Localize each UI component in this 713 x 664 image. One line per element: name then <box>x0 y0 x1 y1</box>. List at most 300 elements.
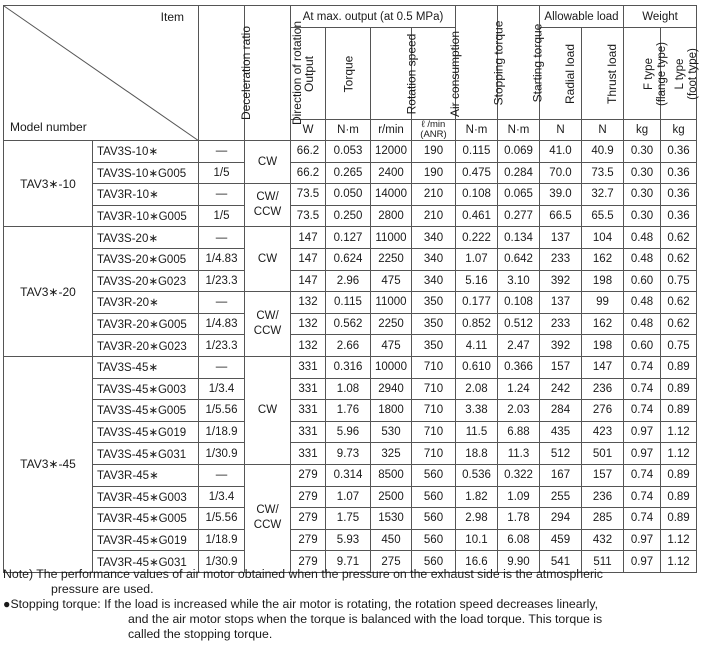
output-cell: 331 <box>291 356 326 378</box>
air-consumption-cell: 350 <box>412 335 456 357</box>
unit-starting-torque: N·m <box>498 120 540 141</box>
starting-torque-cell: 0.366 <box>498 356 540 378</box>
thrust-load-cell: 236 <box>582 378 624 400</box>
output-cell: 73.5 <box>291 205 326 227</box>
radial-load-cell: 284 <box>540 400 582 422</box>
f-type-weight-cell: 0.30 <box>624 162 661 184</box>
output-cell: 331 <box>291 378 326 400</box>
air-consumption-cell: 560 <box>412 464 456 486</box>
unit-l-type: kg <box>661 120 697 141</box>
header-direction-of-rotation: Direction of rotation <box>245 6 291 141</box>
model-name-cell: TAV3R-45∗G003 <box>93 486 199 508</box>
torque-cell: 2.66 <box>326 335 371 357</box>
f-type-weight-cell: 0.97 <box>624 443 661 465</box>
torque-cell: 1.08 <box>326 378 371 400</box>
starting-torque-cell: 11.3 <box>498 443 540 465</box>
air-consumption-cell: 350 <box>412 292 456 314</box>
table-row <box>4 486 697 508</box>
air-consumption-cell: 340 <box>412 270 456 292</box>
output-cell: 132 <box>291 335 326 357</box>
unit-thrust-load: N <box>582 120 624 141</box>
note-line-1: Note) The performance values of air motor obtained when the pressure on the exhaust side is the atmospheric <box>3 567 603 581</box>
model-name-cell: TAV3R-45∗G005 <box>93 508 199 530</box>
model-group-label: TAV3∗-10 <box>4 141 93 227</box>
rotation-speed-cell: 14000 <box>371 184 412 206</box>
starting-torque-cell: 0.134 <box>498 227 540 249</box>
stopping-torque-cell: 0.115 <box>456 141 498 163</box>
direction-cell: CW/ CCW <box>245 184 291 227</box>
l-type-weight-cell: 0.89 <box>661 400 697 422</box>
thrust-load-cell: 40.9 <box>582 141 624 163</box>
output-cell: 66.2 <box>291 141 326 163</box>
torque-cell: 0.250 <box>326 205 371 227</box>
model-name-cell: TAV3R-20∗G005 <box>93 313 199 335</box>
unit-radial-load: N <box>540 120 582 141</box>
table-row <box>4 464 697 486</box>
rotation-speed-cell: 1800 <box>371 400 412 422</box>
f-type-weight-cell: 0.60 <box>624 335 661 357</box>
thrust-load-cell: 423 <box>582 421 624 443</box>
air-consumption-cell: 340 <box>412 227 456 249</box>
l-type-weight-cell: 0.89 <box>661 464 697 486</box>
torque-cell: 0.053 <box>326 141 371 163</box>
stopping-torque-cell: 4.11 <box>456 335 498 357</box>
header-torque: Torque <box>326 28 371 120</box>
torque-cell: 0.316 <box>326 356 371 378</box>
stopping-torque-cell: 0.108 <box>456 184 498 206</box>
stopping-torque-cell: 0.461 <box>456 205 498 227</box>
stopping-torque-cell: 5.16 <box>456 270 498 292</box>
torque-cell: 5.96 <box>326 421 371 443</box>
deceleration-ratio-cell: — <box>199 184 245 206</box>
thrust-load-cell: 73.5 <box>582 162 624 184</box>
header-starting-torque: Starting torque <box>498 6 540 120</box>
starting-torque-cell: 0.512 <box>498 313 540 335</box>
rotation-speed-cell: 475 <box>371 270 412 292</box>
stopping-torque-cell: 10.1 <box>456 529 498 551</box>
radial-load-cell: 137 <box>540 292 582 314</box>
l-type-weight-cell: 0.36 <box>661 141 697 163</box>
unit-torque: N·m <box>326 120 371 141</box>
deceleration-ratio-cell: 1/23.3 <box>199 335 245 357</box>
thrust-load-cell: 198 <box>582 270 624 292</box>
thrust-load-cell: 147 <box>582 356 624 378</box>
l-type-weight-cell: 0.36 <box>661 162 697 184</box>
starting-torque-cell: 6.88 <box>498 421 540 443</box>
model-name-cell: TAV3R-45∗ <box>93 464 199 486</box>
radial-load-cell: 541 <box>540 551 582 573</box>
stopping-torque-cell: 0.610 <box>456 356 498 378</box>
radial-load-cell: 157 <box>540 356 582 378</box>
air-consumption-cell: 350 <box>412 313 456 335</box>
output-cell: 147 <box>291 248 326 270</box>
l-type-weight-cell: 0.75 <box>661 270 697 292</box>
model-name-cell: TAV3R-20∗ <box>93 292 199 314</box>
l-type-weight-cell: 0.36 <box>661 205 697 227</box>
deceleration-ratio-cell: 1/5.56 <box>199 400 245 422</box>
table-row <box>4 184 697 206</box>
torque-cell: 0.314 <box>326 464 371 486</box>
torque-cell: 9.73 <box>326 443 371 465</box>
stopping-torque-cell: 0.177 <box>456 292 498 314</box>
starting-torque-cell: 1.09 <box>498 486 540 508</box>
l-type-weight-cell: 0.36 <box>661 184 697 206</box>
header-allowable-load: Allowable load <box>540 6 624 28</box>
unit-air-consumption: ℓ /min (ANR) <box>412 120 456 141</box>
output-cell: 147 <box>291 270 326 292</box>
l-type-weight-cell: 1.12 <box>661 443 697 465</box>
torque-cell: 0.624 <box>326 248 371 270</box>
starting-torque-cell: 0.642 <box>498 248 540 270</box>
output-cell: 331 <box>291 400 326 422</box>
f-type-weight-cell: 0.74 <box>624 508 661 530</box>
rotation-speed-cell: 2250 <box>371 248 412 270</box>
torque-cell: 2.96 <box>326 270 371 292</box>
stopping-torque-line-2: and the air motor stops when the torque is balanced with the load torque. This torque is <box>128 612 603 626</box>
table-row <box>4 529 697 551</box>
spec-table <box>3 5 697 573</box>
header-weight: Weight <box>624 6 697 28</box>
l-type-weight-cell: 1.12 <box>661 529 697 551</box>
header-thrust-load: Thrust load <box>582 28 624 120</box>
stopping-torque-cell: 3.38 <box>456 400 498 422</box>
air-consumption-cell: 560 <box>412 508 456 530</box>
rotation-speed-cell: 325 <box>371 443 412 465</box>
unit-f-type: kg <box>624 120 661 141</box>
rotation-speed-cell: 2400 <box>371 162 412 184</box>
table-row <box>4 400 697 422</box>
radial-load-cell: 167 <box>540 464 582 486</box>
f-type-weight-cell: 0.48 <box>624 292 661 314</box>
stopping-torque-cell: 0.852 <box>456 313 498 335</box>
deceleration-ratio-cell: — <box>199 356 245 378</box>
output-cell: 132 <box>291 313 326 335</box>
starting-torque-cell: 9.90 <box>498 551 540 573</box>
thrust-load-cell: 276 <box>582 400 624 422</box>
stopping-torque-cell: 2.98 <box>456 508 498 530</box>
starting-torque-cell: 1.78 <box>498 508 540 530</box>
output-cell: 279 <box>291 529 326 551</box>
deceleration-ratio-cell: — <box>199 141 245 163</box>
header-radial-load: Radial load <box>540 28 582 120</box>
starting-torque-cell: 0.069 <box>498 141 540 163</box>
f-type-weight-cell: 0.97 <box>624 529 661 551</box>
deceleration-ratio-cell: 1/18.9 <box>199 529 245 551</box>
unit-stopping-torque: N·m <box>456 120 498 141</box>
output-cell: 132 <box>291 292 326 314</box>
header-rotation-speed: Rotation speed <box>371 28 412 120</box>
rotation-speed-cell: 10000 <box>371 356 412 378</box>
deceleration-ratio-cell: 1/3.4 <box>199 378 245 400</box>
direction-cell: CW/ CCW <box>245 292 291 357</box>
unit-rotation-speed: r/min <box>371 120 412 141</box>
air-consumption-cell: 190 <box>412 162 456 184</box>
starting-torque-cell: 6.08 <box>498 529 540 551</box>
notes-section <box>3 567 696 642</box>
f-type-weight-cell: 0.74 <box>624 464 661 486</box>
starting-torque-cell: 0.065 <box>498 184 540 206</box>
output-cell: 331 <box>291 443 326 465</box>
model-name-cell: TAV3S-45∗G031 <box>93 443 199 465</box>
table-row <box>4 227 697 249</box>
f-type-weight-cell: 0.30 <box>624 205 661 227</box>
f-type-weight-cell: 0.97 <box>624 421 661 443</box>
model-name-cell: TAV3R-10∗G005 <box>93 205 199 227</box>
f-type-weight-cell: 0.30 <box>624 184 661 206</box>
model-name-cell: TAV3S-45∗G019 <box>93 421 199 443</box>
table-row <box>4 508 697 530</box>
deceleration-ratio-cell: 1/18.9 <box>199 421 245 443</box>
model-name-cell: TAV3S-20∗G023 <box>93 270 199 292</box>
f-type-weight-cell: 0.74 <box>624 356 661 378</box>
thrust-load-cell: 198 <box>582 335 624 357</box>
header-at-max-output: At max. output (at 0.5 MPa) <box>291 6 456 28</box>
air-consumption-cell: 560 <box>412 551 456 573</box>
air-consumption-cell: 190 <box>412 141 456 163</box>
thrust-load-cell: 162 <box>582 313 624 335</box>
output-cell: 66.2 <box>291 162 326 184</box>
output-cell: 279 <box>291 508 326 530</box>
direction-cell: CW <box>245 141 291 184</box>
l-type-weight-cell: 1.12 <box>661 551 697 573</box>
rotation-speed-cell: 2940 <box>371 378 412 400</box>
stopping-torque-cell: 0.536 <box>456 464 498 486</box>
rotation-speed-cell: 275 <box>371 551 412 573</box>
f-type-weight-cell: 0.48 <box>624 227 661 249</box>
model-group-label: TAV3∗-45 <box>4 356 93 572</box>
output-cell: 73.5 <box>291 184 326 206</box>
direction-cell: CW <box>245 227 291 292</box>
l-type-weight-cell: 0.62 <box>661 292 697 314</box>
table-row <box>4 248 697 270</box>
model-name-cell: TAV3S-10∗ <box>93 141 199 163</box>
table-row <box>4 313 697 335</box>
stopping-torque-cell: 16.6 <box>456 551 498 573</box>
torque-cell: 0.127 <box>326 227 371 249</box>
note-line-2: pressure are used. <box>51 582 154 596</box>
radial-load-cell: 255 <box>540 486 582 508</box>
radial-load-cell: 459 <box>540 529 582 551</box>
rotation-speed-cell: 530 <box>371 421 412 443</box>
deceleration-ratio-cell: 1/30.9 <box>199 551 245 573</box>
air-consumption-cell: 710 <box>412 443 456 465</box>
rotation-speed-cell: 12000 <box>371 141 412 163</box>
table-row <box>4 162 697 184</box>
deceleration-ratio-cell: 1/5 <box>199 162 245 184</box>
model-name-cell: TAV3S-20∗G005 <box>93 248 199 270</box>
torque-cell: 9.71 <box>326 551 371 573</box>
radial-load-cell: 435 <box>540 421 582 443</box>
rotation-speed-cell: 475 <box>371 335 412 357</box>
model-name-cell: TAV3R-20∗G023 <box>93 335 199 357</box>
output-cell: 279 <box>291 464 326 486</box>
torque-cell: 0.050 <box>326 184 371 206</box>
torque-cell: 5.93 <box>326 529 371 551</box>
thrust-load-cell: 501 <box>582 443 624 465</box>
torque-cell: 0.115 <box>326 292 371 314</box>
table-row <box>4 443 697 465</box>
starting-torque-cell: 2.47 <box>498 335 540 357</box>
output-cell: 331 <box>291 421 326 443</box>
torque-cell: 0.265 <box>326 162 371 184</box>
radial-load-cell: 233 <box>540 313 582 335</box>
torque-cell: 1.07 <box>326 486 371 508</box>
output-cell: 279 <box>291 551 326 573</box>
thrust-load-cell: 511 <box>582 551 624 573</box>
starting-torque-cell: 0.277 <box>498 205 540 227</box>
rotation-speed-cell: 2500 <box>371 486 412 508</box>
f-type-weight-cell: 0.74 <box>624 400 661 422</box>
deceleration-ratio-cell: 1/23.3 <box>199 270 245 292</box>
header-item-model-cell <box>4 6 199 141</box>
air-consumption-cell: 710 <box>412 421 456 443</box>
direction-cell: CW <box>245 356 291 464</box>
deceleration-ratio-cell: 1/30.9 <box>199 443 245 465</box>
output-cell: 279 <box>291 486 326 508</box>
f-type-weight-cell: 0.74 <box>624 378 661 400</box>
model-name-cell: TAV3S-45∗G005 <box>93 400 199 422</box>
table-row <box>4 335 697 357</box>
air-consumption-cell: 210 <box>412 184 456 206</box>
header-air-consumption: Air consumption <box>412 28 456 120</box>
table-row <box>4 270 697 292</box>
l-type-weight-cell: 1.12 <box>661 421 697 443</box>
model-name-cell: TAV3S-20∗ <box>93 227 199 249</box>
stopping-torque-cell: 0.475 <box>456 162 498 184</box>
model-name-cell: TAV3S-10∗G005 <box>93 162 199 184</box>
deceleration-ratio-cell: 1/4.83 <box>199 248 245 270</box>
thrust-load-cell: 32.7 <box>582 184 624 206</box>
air-consumption-cell: 210 <box>412 205 456 227</box>
deceleration-ratio-cell: — <box>199 464 245 486</box>
air-consumption-cell: 340 <box>412 248 456 270</box>
radial-load-cell: 512 <box>540 443 582 465</box>
thrust-load-cell: 285 <box>582 508 624 530</box>
air-consumption-cell: 560 <box>412 529 456 551</box>
header-model-number-label: Model number <box>10 120 87 134</box>
radial-load-cell: 392 <box>540 335 582 357</box>
radial-load-cell: 70.0 <box>540 162 582 184</box>
stopping-torque-line-3: called the stopping torque. <box>128 627 273 641</box>
f-type-weight-cell: 0.74 <box>624 486 661 508</box>
direction-cell: CW/ CCW <box>245 464 291 572</box>
radial-load-cell: 294 <box>540 508 582 530</box>
stopping-torque-cell: 18.8 <box>456 443 498 465</box>
bullet-icon: ● <box>3 597 11 611</box>
header-item-label: Item <box>160 10 184 24</box>
starting-torque-cell: 2.03 <box>498 400 540 422</box>
header-l-type: L type (foot type) <box>661 28 697 120</box>
header-deceleration-ratio: Deceleration ratio <box>199 6 245 141</box>
unit-output: W <box>291 120 326 141</box>
table-row <box>4 141 697 163</box>
stopping-torque-cell: 1.82 <box>456 486 498 508</box>
torque-cell: 1.76 <box>326 400 371 422</box>
table-row <box>4 421 697 443</box>
f-type-weight-cell: 0.60 <box>624 270 661 292</box>
air-consumption-cell: 710 <box>412 356 456 378</box>
thrust-load-cell: 99 <box>582 292 624 314</box>
deceleration-ratio-cell: — <box>199 227 245 249</box>
f-type-weight-cell: 0.48 <box>624 248 661 270</box>
thrust-load-cell: 432 <box>582 529 624 551</box>
stopping-torque-cell: 2.08 <box>456 378 498 400</box>
model-name-cell: TAV3R-45∗G031 <box>93 551 199 573</box>
model-name-cell: TAV3S-45∗G003 <box>93 378 199 400</box>
starting-torque-cell: 0.284 <box>498 162 540 184</box>
l-type-weight-cell: 0.89 <box>661 486 697 508</box>
thrust-load-cell: 236 <box>582 486 624 508</box>
rotation-speed-cell: 8500 <box>371 464 412 486</box>
header-f-type: F type (flange type) <box>624 28 661 120</box>
radial-load-cell: 392 <box>540 270 582 292</box>
radial-load-cell: 39.0 <box>540 184 582 206</box>
f-type-weight-cell: 0.30 <box>624 141 661 163</box>
l-type-weight-cell: 0.62 <box>661 227 697 249</box>
table-row <box>4 356 697 378</box>
stopping-torque-line-1: ●Stopping torque: If the load is increased while the air motor is rotating, the rotation speed decreases linearly, <box>3 597 599 611</box>
thrust-load-cell: 157 <box>582 464 624 486</box>
stopping-torque-cell: 0.222 <box>456 227 498 249</box>
table-row <box>4 292 697 314</box>
radial-load-cell: 233 <box>540 248 582 270</box>
thrust-load-cell: 65.5 <box>582 205 624 227</box>
rotation-speed-cell: 1530 <box>371 508 412 530</box>
starting-torque-cell: 1.24 <box>498 378 540 400</box>
output-cell: 147 <box>291 227 326 249</box>
radial-load-cell: 242 <box>540 378 582 400</box>
spec-table-wrapper <box>3 5 699 573</box>
deceleration-ratio-cell: 1/3.4 <box>199 486 245 508</box>
l-type-weight-cell: 0.75 <box>661 335 697 357</box>
l-type-weight-cell: 0.89 <box>661 508 697 530</box>
air-consumption-cell: 710 <box>412 400 456 422</box>
deceleration-ratio-cell: — <box>199 292 245 314</box>
table-row <box>4 205 697 227</box>
deceleration-ratio-cell: 1/5.56 <box>199 508 245 530</box>
spec-table-body <box>4 141 697 573</box>
model-name-cell: TAV3R-10∗ <box>93 184 199 206</box>
stopping-torque-cell: 1.07 <box>456 248 498 270</box>
model-name-cell: TAV3S-45∗ <box>93 356 199 378</box>
l-type-weight-cell: 0.62 <box>661 313 697 335</box>
stopping-torque-cell: 11.5 <box>456 421 498 443</box>
rotation-speed-cell: 11000 <box>371 227 412 249</box>
table-row <box>4 378 697 400</box>
f-type-weight-cell: 0.48 <box>624 313 661 335</box>
thrust-load-cell: 162 <box>582 248 624 270</box>
header-stopping-torque: Stopping torque <box>456 6 498 120</box>
thrust-load-cell: 104 <box>582 227 624 249</box>
l-type-weight-cell: 0.62 <box>661 248 697 270</box>
starting-torque-cell: 3.10 <box>498 270 540 292</box>
header-output: Output <box>291 28 326 120</box>
starting-torque-cell: 0.322 <box>498 464 540 486</box>
radial-load-cell: 41.0 <box>540 141 582 163</box>
starting-torque-cell: 0.108 <box>498 292 540 314</box>
radial-load-cell: 137 <box>540 227 582 249</box>
deceleration-ratio-cell: 1/4.83 <box>199 313 245 335</box>
l-type-weight-cell: 0.89 <box>661 356 697 378</box>
f-type-weight-cell: 0.97 <box>624 551 661 573</box>
l-type-weight-cell: 0.89 <box>661 378 697 400</box>
rotation-speed-cell: 2800 <box>371 205 412 227</box>
torque-cell: 0.562 <box>326 313 371 335</box>
model-name-cell: TAV3R-45∗G019 <box>93 529 199 551</box>
torque-cell: 1.75 <box>326 508 371 530</box>
radial-load-cell: 66.5 <box>540 205 582 227</box>
rotation-speed-cell: 11000 <box>371 292 412 314</box>
